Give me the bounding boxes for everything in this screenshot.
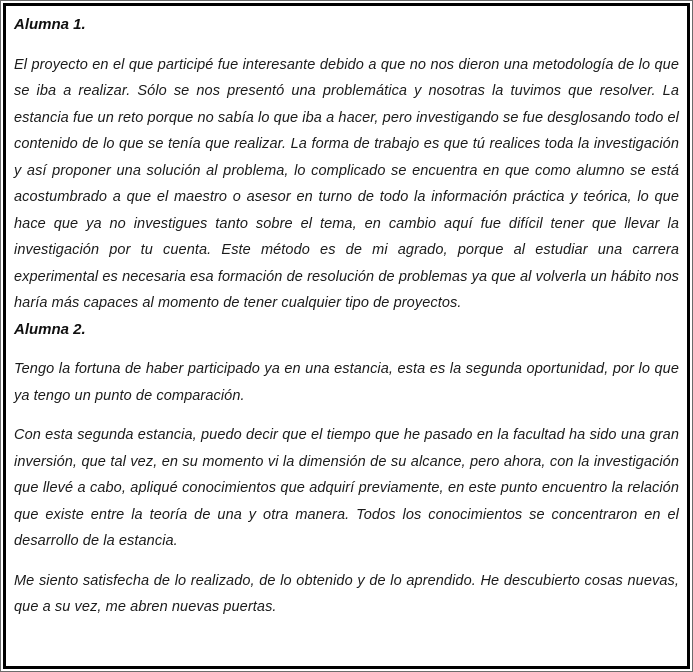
section-alumna-1 (14, 12, 679, 317)
alumna-2-paragraph-1: Tengo la fortuna de haber participado ya en una estancia, esta es la segunda oportunidad, por lo que ya tengo un punto de comparación. (14, 361, 679, 404)
alumna-2-paragraph-3: Me siento satisfecha de lo realizado, de lo obtenido y de lo aprendido. He descubierto cosas nuevas, que a su vez, me abren nuevas puertas. (14, 572, 679, 615)
alumna-2-paragraph-2: Con esta segunda estancia, puedo decir que el tiempo que he pasado en la facultad ha sido una gran inversión, que tal vez, en su momento vi la dimensión de su alcance, pero ahora, con la investigación que llevé a cabo, apliqué conocimientos que adquirí previamente, en este punto encuentro la relación que existe entre la teoría de una y otra manera. Todos los conocimientos se concentraron en el desarrollo de la estancia. (14, 427, 679, 549)
alumna-1-paragraph: El proyecto en el que participé fue interesante debido a que no nos dieron una metodología de lo que se iba a realizar. Sólo se nos presentó una problemática y nosotras la tuvimos que resolver. La estancia fue un reto porque no sabía lo que iba a hacer, pero investigando se fue desglosando todo el contenido de lo que se tenía que realizar. La forma de trabajo es que tú realices toda la investigación y así proponer una solución al problema, lo complicado se encuentra en que como alumno se está acostumbrado a que el maestro o asesor en turno de todo la información práctica y teórica, lo que hace que ya no investigues tanto sobre el tema, en cambio aquí fue difícil tener que llevar la investigación por tu cuenta. Este método es de mi agrado, porque al estudiar una carrera experimental es necesaria esa formación de resolución de problemas ya que al volverla un hábito nos haría más capaces al momento de tener cualquier tipo de proyectos. (14, 56, 679, 311)
testimonials-box (3, 3, 690, 669)
section-alumna-2 (14, 317, 679, 621)
section-heading-alumna-1: Alumna 1. (14, 16, 86, 33)
section-heading-alumna-2: Alumna 2. (14, 320, 86, 338)
